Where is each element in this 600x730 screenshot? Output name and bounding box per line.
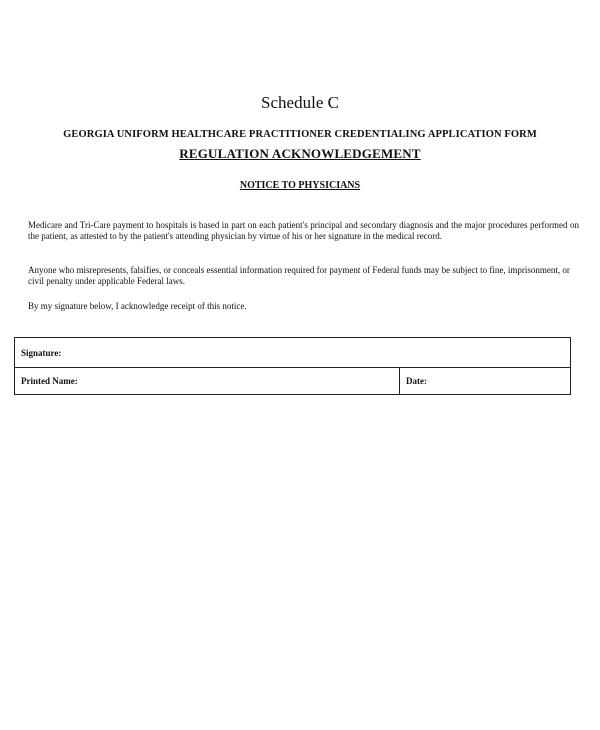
printed-name-label: Printed Name: [21, 376, 78, 386]
date-label: Date: [406, 376, 427, 386]
schedule-title: Schedule C [261, 93, 339, 112]
printed-name-field[interactable] [15, 368, 400, 395]
notice-title: NOTICE TO PHYSICIANS [239, 180, 361, 191]
printed-name-row [15, 368, 571, 395]
paragraph-medicare: Medicare and Tri-Care payment to hospitals is based in part on each patient's principal and secondary diagnosis and the major procedures performed on the patient, as attested to by the patient's attending physician by virtue of his or her signature in the medical record. [28, 220, 579, 241]
signature-field[interactable] [15, 338, 571, 368]
form-title: GEORGIA UNIFORM HEALTHCARE PRACTITIONER CREDENTIALING APPLICATION FORM [63, 129, 537, 140]
signature-table [14, 337, 571, 395]
signature-label: Signature: [21, 347, 62, 358]
date-field[interactable] [400, 368, 571, 395]
regulation-title: REGULATION ACKNOWLEDGEMENT [179, 146, 421, 161]
paragraph-acknowledge: By my signature below, I acknowledge receipt of this notice. [28, 301, 247, 311]
signature-row [15, 338, 571, 368]
paragraph-penalty: Anyone who misrepresents, falsifies, or conceals essential information required for payment of Federal funds may be subject to fine, imprisonment, or civil penalty under applicable Federal laws. [28, 265, 570, 286]
